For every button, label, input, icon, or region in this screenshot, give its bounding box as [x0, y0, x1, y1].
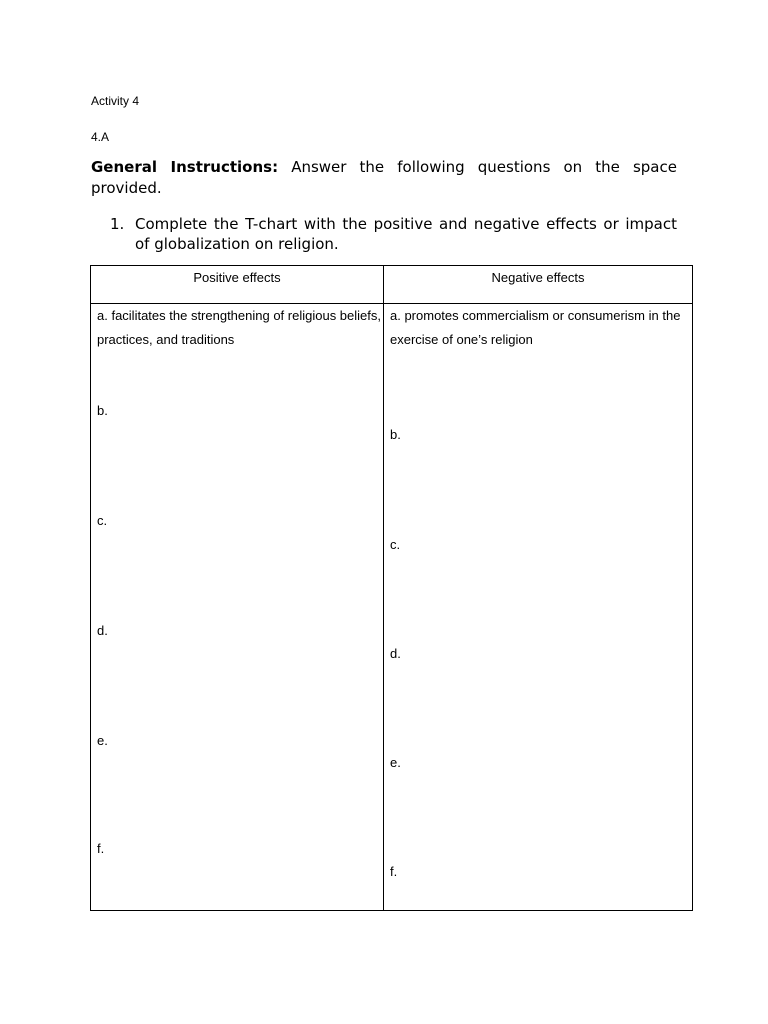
negative-item-f: f. [390, 864, 398, 879]
negative-effects-header: Negative effects [491, 270, 585, 285]
question-text: Complete the T-chart with the positive and negative effects or impact of globalization on religion. [135, 215, 677, 253]
positive-item-d: d. [97, 623, 108, 638]
instructions-heading: General Instructions: [91, 158, 279, 176]
question-number: 1. [110, 215, 125, 233]
negative-item-d: d. [390, 646, 401, 661]
negative-item-e: e. [390, 755, 401, 770]
positive-effects-header: Positive effects [193, 270, 281, 285]
positive-item-b: b. [97, 403, 108, 418]
column-divider [383, 266, 384, 910]
negative-item-b: b. [390, 427, 401, 442]
question-1 [110, 214, 677, 254]
negative-item-a: a. promotes commercialism or consumerism in the exercise of one’s religion [390, 308, 681, 347]
positive-item-f: f. [97, 841, 105, 856]
positive-item-e: e. [97, 733, 108, 748]
negative-item-c: c. [390, 537, 401, 552]
general-instructions [91, 157, 677, 199]
activity-label: Activity 4 [91, 94, 140, 108]
instructions-text: Answer the following questions on the space provided. [91, 158, 677, 197]
t-chart-table [90, 265, 693, 911]
positive-item-c: c. [97, 513, 108, 528]
positive-item-a: a. facilitates the strengthening of religious beliefs, practices, and traditions [97, 308, 382, 347]
section-label: 4.A [91, 130, 110, 144]
